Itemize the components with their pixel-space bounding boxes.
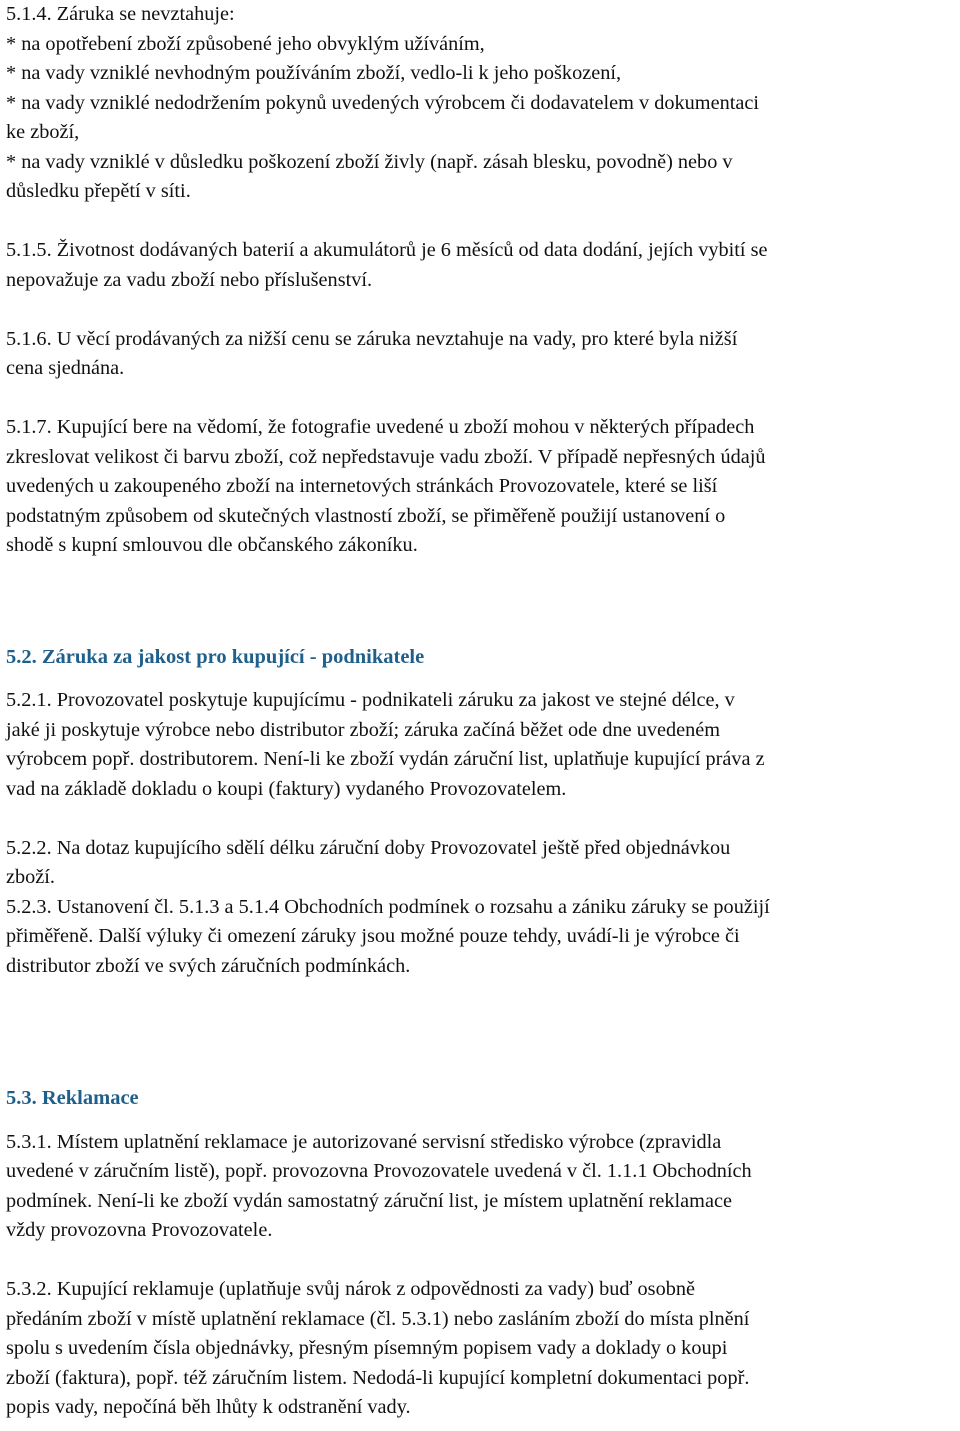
text-line: podmínek. Není-li ke zboží vydán samostatný záruční list, je místem uplatnění reklamace — [6, 1189, 732, 1212]
text-line: popis vady, nepočíná běh lhůty k odstranění vady. — [6, 1396, 411, 1418]
spacer — [6, 1114, 960, 1128]
paragraph-5-2-1 — [6, 686, 960, 804]
spacer — [6, 207, 960, 237]
text-line: zboží (faktura), popř. též záručním listem. Nedodá-li kupující kompletní dokumentaci popř. — [6, 1366, 750, 1389]
text-line: 5.2.2. Na dotaz kupujícího sdělí délku záruční doby Provozovatel ještě před objednávkou — [6, 836, 731, 859]
text-line: distributor zboží ve svých záručních podmínkách. — [6, 954, 411, 977]
paragraph-5-2-2 — [6, 834, 960, 893]
text-line: cena sjednána. — [6, 357, 125, 379]
paragraph-5-1-6 — [6, 325, 960, 384]
text-line: zkreslovat velikost či barvu zboží, což nepředstavuje vadu zboží. V případě nepřesných údajů — [6, 445, 766, 468]
section-heading-5-3: 5.3. Reklamace — [6, 1087, 139, 1109]
text-line: vad na základě dokladu o koupi (faktury) vydaného Provozovatelem. — [6, 777, 567, 800]
text-line: zboží. — [6, 866, 55, 888]
text-line: 5.2.3. Ustanovení čl. 5.1.3 a 5.1.4 Obchodních podmínek o rozsahu a zániku záruky se použijí — [6, 895, 770, 918]
paragraph-5-3-1 — [6, 1128, 960, 1246]
text-line: předáním zboží v místě uplatnění reklamace (čl. 5.3.1) nebo zasláním zboží do místa plnění — [6, 1307, 750, 1330]
spacer — [6, 295, 960, 325]
spacer — [6, 981, 960, 1040]
text-line: * na vady vzniklé nevhodným používáním zboží, vedlo-li k jeho poškození, — [6, 62, 622, 84]
paragraph-5-1-5 — [6, 236, 960, 295]
paragraph-5-3-2 — [6, 1275, 960, 1423]
spacer — [6, 620, 960, 643]
text-line: vždy provozovna Provozovatele. — [6, 1219, 273, 1241]
text-line: přiměřeně. Další výluky či omezení záruky jsou možné pouze tehdy, uvádí-li je výrobce či — [6, 925, 740, 947]
text-line: shodě s kupní smlouvou dle občanského zákoníku. — [6, 534, 418, 556]
text-line: 5.1.4. Záruka se nevztahuje: — [6, 3, 235, 25]
spacer — [6, 1246, 960, 1276]
text-line: 5.3.2. Kupující reklamuje (uplatňuje svůj nárok z odpovědnosti za vady) buď osobně — [6, 1278, 695, 1300]
text-line: 5.1.7. Kupující bere na vědomí, že fotografie uvedené u zboží mohou v některých případech — [6, 416, 755, 438]
text-line: ke zboží, — [6, 121, 80, 143]
spacer — [6, 1040, 960, 1084]
spacer — [6, 561, 960, 620]
text-line: uvedené v záručním listě), popř. provozovna Provozovatele uvedená v čl. 1.1.1 Obchodních — [6, 1160, 752, 1182]
text-line: 5.1.5. Životnost dodávaných baterií a akumulátorů je 6 měsíců od data dodání, jejích vybití se — [6, 239, 768, 261]
spacer — [6, 672, 960, 686]
text-line: důsledku přepětí v síti. — [6, 180, 191, 202]
text-line: nepovažuje za vadu zboží nebo příslušenství. — [6, 268, 373, 291]
text-line: * na opotřebení zboží způsobené jeho obvyklým užíváním, — [6, 32, 485, 55]
text-line: jaké ji poskytuje výrobce nebo distributor zboží; záruka začíná běžet ode dne uvedeném — [6, 718, 721, 741]
paragraph-5-2-3 — [6, 893, 960, 982]
text-line: 5.2.1. Provozovatel poskytuje kupujícímu - podnikateli záruku za jakost ve stejné délce, v — [6, 689, 735, 711]
section-heading-5-2: 5.2. Záruka za jakost pro kupující - podnikatele — [6, 645, 425, 668]
text-line: uvedených u zakoupeného zboží na internetových stránkách Provozovatele, které se liší — [6, 475, 718, 497]
spacer — [6, 384, 960, 414]
text-line: podstatným způsobem od skutečných vlastností zboží, se přiměřeně použijí ustanovení o — [6, 504, 726, 527]
text-line: výrobcem popř. dostributorem. Není-li ke zboží vydán záruční list, uplatňuje kupující práva z — [6, 748, 765, 770]
text-line: 5.1.6. U věcí prodávaných za nižší cenu se záruka nevztahuje na vady, pro které byla nižší — [6, 327, 738, 350]
spacer — [6, 804, 960, 834]
paragraph-5-1-4 — [6, 0, 960, 207]
paragraph-5-1-7 — [6, 413, 960, 561]
text-line: spolu s uvedením čísla objednávky, přesným písemným popisem vady a doklady o koupi — [6, 1337, 728, 1359]
text-line: * na vady vzniklé v důsledku poškození zboží živly (např. zásah blesku, povodně) nebo v — [6, 150, 733, 173]
text-line: * na vady vzniklé nedodržením pokynů uvedených výrobcem či dodavatelem v dokumentaci — [6, 91, 759, 114]
text-line: 5.3.1. Místem uplatnění reklamace je autorizované servisní středisko výrobce (zpravidla — [6, 1130, 722, 1153]
